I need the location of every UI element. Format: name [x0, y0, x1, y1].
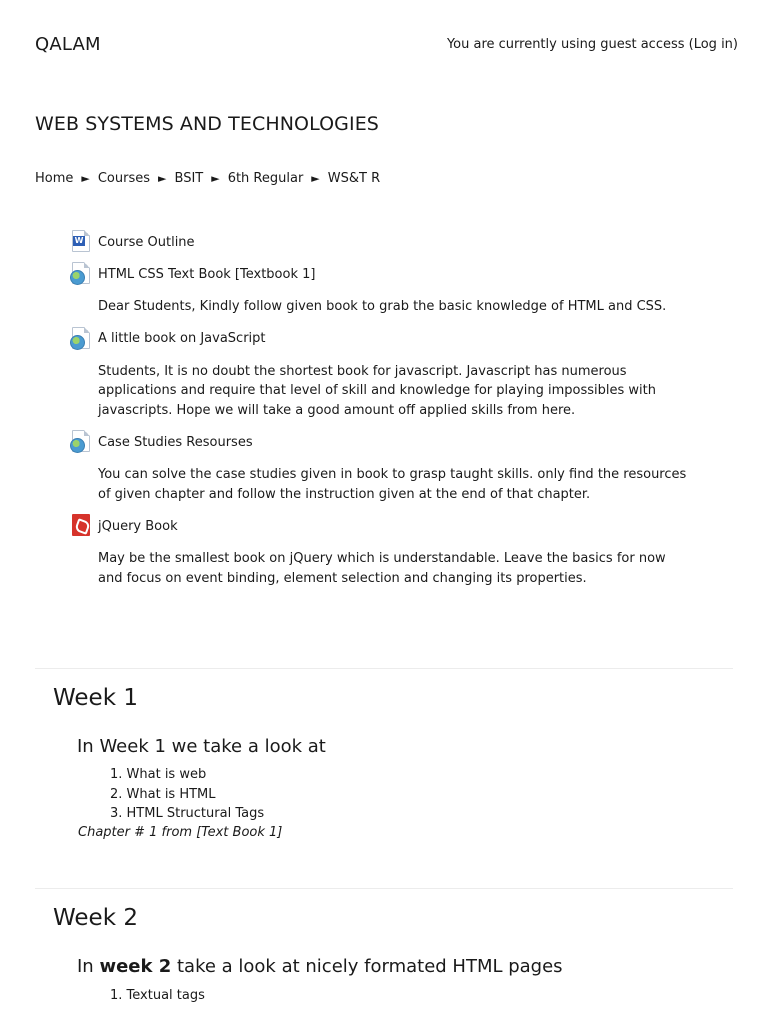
- list-item: 2. What is HTML: [110, 786, 216, 802]
- word-document-icon: W: [70, 230, 92, 254]
- breadcrumb-home[interactable]: Home: [35, 171, 74, 186]
- activity-description: Dear Students, Kindly follow given book to grab the basic knowledge of HTML and CSS.: [98, 299, 667, 314]
- week-2-subtitle: In week 2 take a look at nicely formated HTML pages: [77, 956, 563, 977]
- pdf-icon: [70, 514, 92, 538]
- list-item: 1. What is web: [110, 767, 207, 782]
- week-1-title: Week 1: [53, 685, 138, 711]
- breadcrumb-separator: ►: [81, 172, 90, 185]
- week-2-topic-list: [110, 986, 205, 1006]
- list-item: 1. Textual tags: [110, 988, 205, 1003]
- week-2-highlight: week 2: [99, 956, 172, 977]
- activity-name: Course Outline: [98, 234, 195, 250]
- site-name-link[interactable]: QALAM: [35, 34, 101, 55]
- activity-name: A little book on JavaScript: [98, 331, 266, 346]
- url-globe-icon: [70, 430, 92, 454]
- activity-name: jQuery Book: [98, 518, 178, 534]
- breadcrumb: [35, 171, 380, 186]
- breadcrumb-courses[interactable]: Courses: [97, 171, 151, 186]
- section-divider: [35, 668, 733, 669]
- week-1-subtitle: In Week 1 we take a look at: [77, 736, 326, 757]
- breadcrumb-wst-r[interactable]: WS&T R: [327, 171, 381, 186]
- page-title: WEB SYSTEMS AND TECHNOLOGIES: [35, 113, 379, 135]
- activity-html-css-textbook[interactable]: [70, 261, 690, 287]
- breadcrumb-6th-regular[interactable]: 6th Regular: [227, 171, 304, 186]
- activity-javascript-book[interactable]: [70, 326, 690, 352]
- breadcrumb-bsit[interactable]: BSIT: [174, 171, 204, 186]
- activity-name: Case Studies Resourses: [98, 434, 253, 450]
- activity-name: HTML CSS Text Book [Textbook 1]: [98, 266, 316, 282]
- list-item: 3. HTML Structural Tags: [110, 806, 265, 821]
- activity-description: Students, It is no doubt the shortest book for javascript. Javascript has numerous applications and require that level of skill and knowledge for playing impossibles with javascripts. Hope we will take a good amount off applied skills from here.: [98, 363, 657, 418]
- url-globe-icon: [70, 262, 92, 286]
- url-globe-icon: [70, 327, 92, 351]
- breadcrumb-separator: ►: [211, 172, 220, 185]
- activity-case-studies[interactable]: [70, 429, 690, 455]
- activity-list: [70, 229, 690, 597]
- section-divider: [35, 888, 733, 889]
- breadcrumb-separator: ►: [311, 172, 320, 185]
- activity-jquery-book[interactable]: [70, 513, 690, 539]
- activity-description: May be the smallest book on jQuery which is understandable. Leave the basics for now and focus on event binding, element selection and changing its properties.: [98, 551, 666, 586]
- week-1-note: Chapter # 1 from [Text Book 1]: [78, 825, 283, 840]
- login-info-link[interactable]: You are currently using guest access (Log in): [446, 37, 738, 52]
- activity-course-outline[interactable]: [70, 229, 690, 255]
- activity-description: You can solve the case studies given in book to grasp taught skills. only find the resources of given chapter and follow the instruction given at the end of that chapter.: [98, 467, 687, 502]
- breadcrumb-separator: ►: [158, 172, 167, 185]
- week-2-title: Week 2: [53, 905, 138, 931]
- week-1-topic-list: [110, 765, 264, 824]
